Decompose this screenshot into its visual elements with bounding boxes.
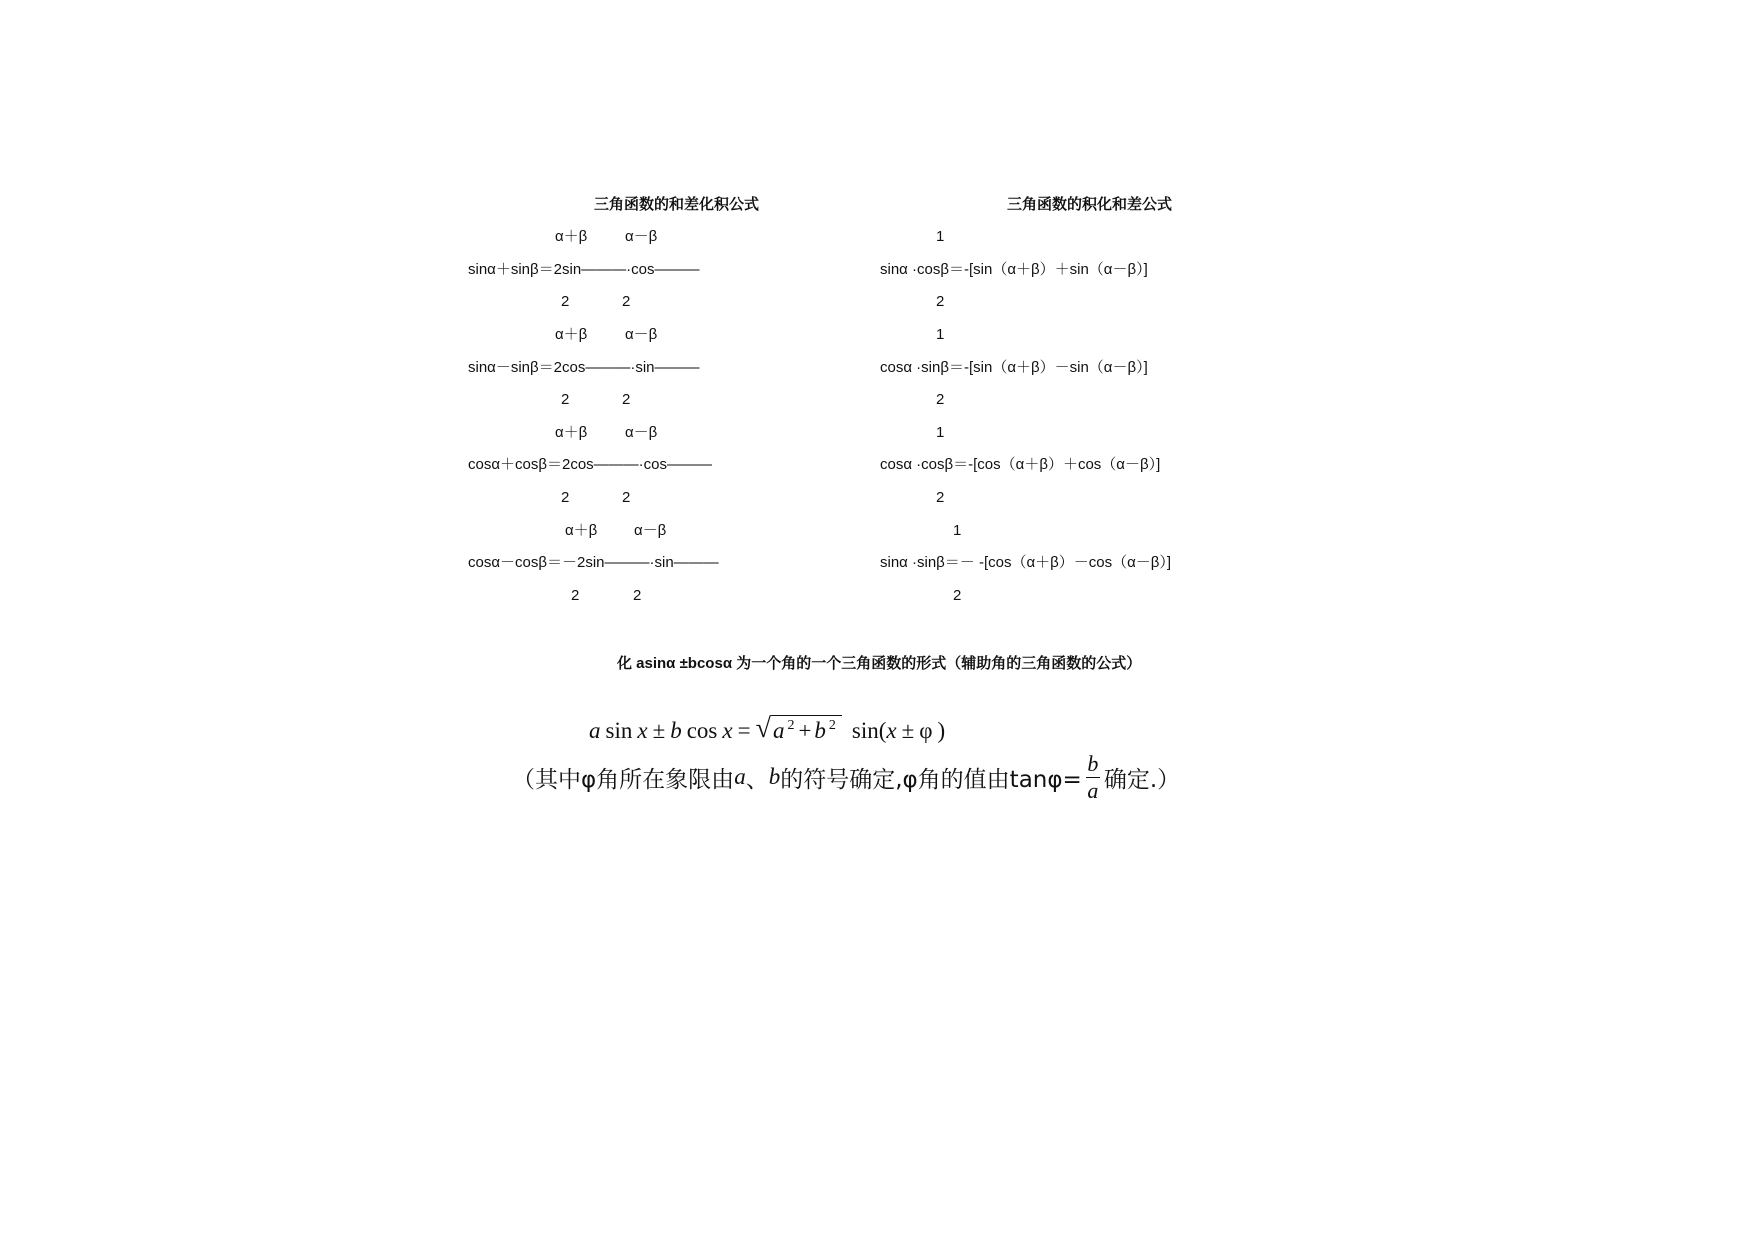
right-f3-denominator: 2 xyxy=(936,489,945,506)
fx-rhs-close: ) xyxy=(937,718,946,743)
left-f3-formula: cosα＋cosβ＝2cos———·cos——— xyxy=(468,456,713,473)
right-f4-formula: sinα ·sinβ＝－ -[cos（α＋β）－cos（α－β）] xyxy=(880,554,1172,571)
right-heading: 三角函数的积化和差公式 xyxy=(1007,196,1173,213)
fx-var-x: x xyxy=(637,718,648,743)
right-f4-numerator: 1 xyxy=(953,522,962,539)
right-f2-formula: cosα ·sinβ＝-[sin（α＋β）－sin（α－β）] xyxy=(880,359,1148,376)
aux-formula-note xyxy=(512,752,1180,802)
right-f4-denominator: 2 xyxy=(953,587,962,604)
left-f3-numerator-diff: α－β xyxy=(625,424,658,441)
left-f4-numerator-diff: α－β xyxy=(634,522,667,539)
left-f1-denominator-1: 2 xyxy=(561,293,570,310)
fx-equals: = xyxy=(737,718,751,743)
note-var-a: a xyxy=(734,764,746,789)
fx-coef-a: a xyxy=(589,718,601,743)
left-f2-formula: sinα－sinβ＝2cos———·sin——— xyxy=(468,359,700,376)
left-f2-numerator-diff: α－β xyxy=(625,326,658,343)
right-f1-numerator: 1 xyxy=(936,228,945,245)
rad-plus: + xyxy=(798,718,812,743)
left-heading: 三角函数的和差化积公式 xyxy=(594,196,760,213)
fraction-numerator: b xyxy=(1087,750,1099,776)
note-var-b: b xyxy=(768,764,781,789)
left-f3-denominator-2: 2 xyxy=(622,489,631,506)
left-f1-formula: sinα＋sinβ＝2sin———·cos——— xyxy=(468,261,700,278)
fx-coef-b: b xyxy=(670,718,682,743)
left-f1-numerator-diff: α－β xyxy=(625,228,658,245)
left-f2-denominator-2: 2 xyxy=(622,391,631,408)
right-f1-formula: sinα ·cosβ＝-[sin（α＋β）＋sin（α－β）] xyxy=(880,261,1148,278)
rad-a: a xyxy=(772,718,785,743)
fx-var-x-2: x xyxy=(722,718,733,743)
left-f2-numerator-sum: α＋β xyxy=(555,326,588,343)
left-f4-denominator-2: 2 xyxy=(633,587,642,604)
right-f2-denominator: 2 xyxy=(936,391,945,408)
left-f4-formula: cosα－cosβ＝－2sin———·sin——— xyxy=(468,554,719,571)
fx-rhs-plus-minus: ± xyxy=(901,718,915,743)
fx-cos: cos xyxy=(686,718,718,743)
left-f4-numerator-sum: α＋β xyxy=(565,522,598,539)
left-f2-denominator-1: 2 xyxy=(561,391,570,408)
fraction-denominator: a xyxy=(1087,777,1099,803)
fx-rhs-sin: sin( xyxy=(851,718,887,743)
rad-a-exponent: 2 xyxy=(787,718,795,733)
sqrt-icon: √ xyxy=(755,713,771,744)
rad-b-exponent: 2 xyxy=(828,718,836,733)
aux-heading: 化 asinα ±bcosα 为一个角的一个三角函数的形式（辅助角的三角函数的公式） xyxy=(617,655,1142,672)
note-after: 确定.） xyxy=(1103,766,1181,793)
note-before: （其中φ角所在象限由 xyxy=(512,766,735,793)
rad-b: b xyxy=(814,718,826,743)
note-separator: 、 xyxy=(745,766,769,793)
fx-square-root xyxy=(756,711,847,744)
note-fraction xyxy=(1086,750,1100,803)
fx-rhs-x: x xyxy=(886,718,897,743)
right-f1-denominator: 2 xyxy=(936,293,945,310)
left-f3-denominator-1: 2 xyxy=(561,489,570,506)
left-f1-denominator-2: 2 xyxy=(622,293,631,310)
fx-radicand xyxy=(771,715,842,744)
left-f3-numerator-sum: α＋β xyxy=(555,424,588,441)
fx-rhs-phi: φ xyxy=(919,718,933,743)
aux-formula-main xyxy=(589,704,950,744)
right-f2-numerator: 1 xyxy=(936,326,945,343)
right-f3-formula: cosα ·cosβ＝-[cos（α＋β）＋cos（α－β）] xyxy=(880,456,1161,473)
left-f1-numerator-sum: α＋β xyxy=(555,228,588,245)
fx-sin: sin xyxy=(605,718,633,743)
right-f3-numerator: 1 xyxy=(936,424,945,441)
fx-plus-minus: ± xyxy=(652,718,666,743)
note-middle: 的符号确定,φ角的值由tanφ= xyxy=(780,766,1082,793)
left-f4-denominator-1: 2 xyxy=(571,587,580,604)
